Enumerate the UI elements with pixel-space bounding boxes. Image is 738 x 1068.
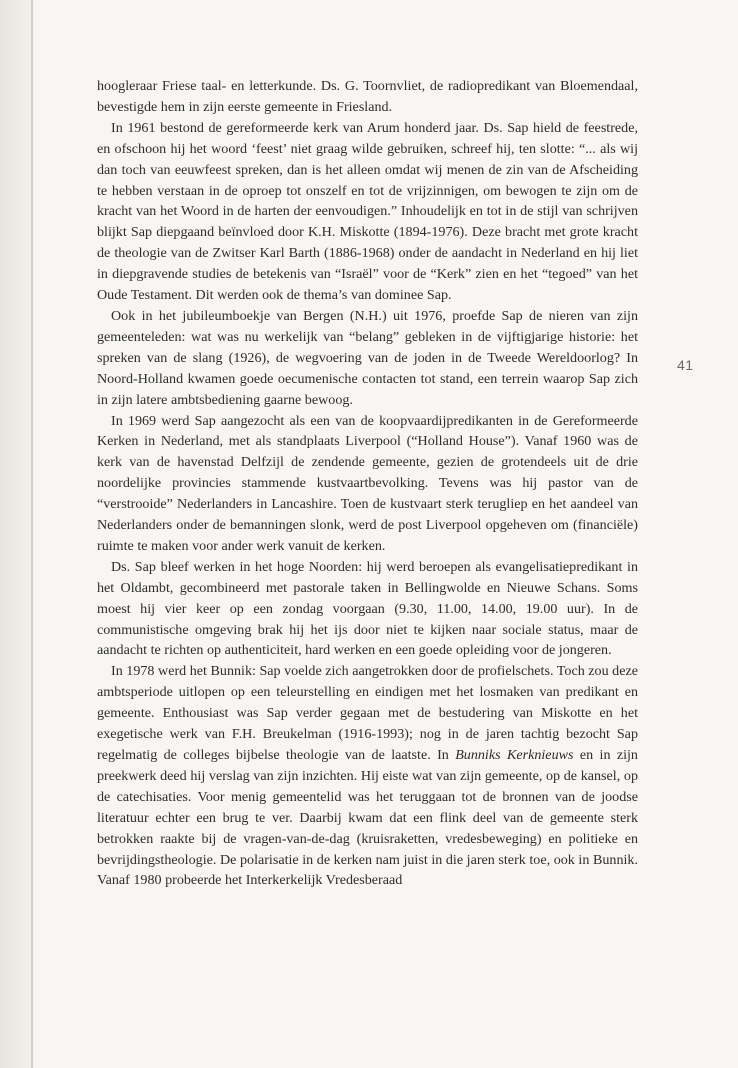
paragraph-6-text-before: In 1978 werd het Bunnik: Sap voelde zich aangetrokken door de profielschets. Toch zou deze ambtsperiode uitlopen op een teleurstelling en eindigen met het losmaken van predikant en gemeente. Enthousiast was Sap verder gegaan met de bestudering van Miskotte en het exegetische werk van F.H. Breukelman (1916-1993); nog in de jaren tachtig bezocht Sap regelmatig de colleges bijbelse theologie van de laatste. In	[97, 663, 638, 763]
paragraph-1: hoogleraar Friese taal- en letterkunde. Ds. G. Toornvliet, de radiopredikant van Bloemendaal, bevestigde hem in zijn eerste gemeente in Friesland.	[97, 78, 638, 115]
book-gutter-line	[31, 0, 33, 1068]
paragraph-6-text-after: en in zijn preekwerk deed hij verslag van zijn inzichten. Hij eiste wat van zijn gemeente, op de kansel, op de catechisaties. Voor menig gemeentelid was het teruggaan tot de bronnen van de joodse literatuur echter een brug te ver. Daarbij kwam dat een flink deel van de gemeente sterk betrokken raakte bij de vragen-van-de-dag (kruisraketten, vredesbeweging) en politieke en bevrijdingstheologie. De polarisatie in de kerken nam juist in die jaren sterk toe, ook in Bunnik. Vanaf 1980 probeerde het Interkerkelijk Vredesberaad	[97, 747, 638, 889]
publication-title: Bunniks Kerknieuws	[455, 747, 574, 763]
paragraph-2: In 1961 bestond de gereformeerde kerk van Arum honderd jaar. Ds. Sap hield de feestrede, en ofschoon hij het woord ‘feest’ niet graag wilde gebruiken, schreef hij, ten slotte: “... als wij dan toch van eeuwfeest spreken, dan is het alleen omdat wij menen de zin van de Afscheiding te hebben verstaan in de oproep tot onszelf en tot de vrijzinnigen, om bewogen te zijn om de kracht van het Woord in de harten der eenvoudigen.” Inhoudelijk en tot in de stijl van schrijven blijkt Sap diepgaand beïnvloed door K.H. Miskotte (1894-1976). Deze bracht met grote kracht de theologie van de Zwitser Karl Barth (1886-1968) onder de aandacht in Nederland en hij liet in diepgravende studies de betekenis van “Israël” voor de “Kerk” zien en het “tegoed” van het Oude Testament. Dit werden ook de thema’s van dominee Sap.	[97, 119, 638, 304]
page-number: 41	[677, 357, 694, 373]
book-spine-shadow	[0, 0, 34, 1068]
paragraph-4: In 1969 werd Sap aangezocht als een van de koopvaardijpredikanten in de Gereformeerde Kerken in Nederland, met als standplaats Liverpool (“Holland House”). Vanaf 1960 was de kerk van de havenstad Delfzijl de zendende gemeente, gezien de grotendeels uit de drie noordelijke provincies stammende kustvaartbevolking. Tevens was hij pastor van de “verstrooide” Nederlanders in Lancashire. Toen de kustvaart sterk terugliep en het aandeel van Nederlanders onder de bemanningen slonk, werd de post Liverpool opgeheven om (financiële) ruimte te maken voor ander werk vanuit de kerken.	[97, 412, 638, 554]
paragraph-3: Ook in het jubileumboekje van Bergen (N.H.) uit 1976, proefde Sap de nieren van zijn gemeenteleden: wat was nu werkelijk van “belang” gebleken in de vijftigjarige historie: het spreken van de slang (1926), de wegvoering van de joden in de Tweede Wereldoorlog? In Noord-Holland kwamen goede oecumenische contacten tot stand, een terrein waarop Sap zich in zijn latere ambtsbediening gaarne bewoog.	[97, 307, 638, 408]
body-text	[97, 76, 638, 891]
paragraph-6	[97, 661, 638, 891]
paragraph-5: Ds. Sap bleef werken in het hoge Noorden: hij werd beroepen als evangelisatiepredikant in het Oldambt, gecombineerd met pastorale taken in Bellingwolde en Nieuwe Schans. Soms moest hij vier keer op een zondag voorgaan (9.30, 11.00, 14.00, 19.00 uur). In de communistische omgeving brak hij het ijs door niet te kijken naar sociale status, maar de aandacht te richten op authenticiteit, hard werken en een goede opleiding voor de jongeren.	[97, 558, 638, 659]
